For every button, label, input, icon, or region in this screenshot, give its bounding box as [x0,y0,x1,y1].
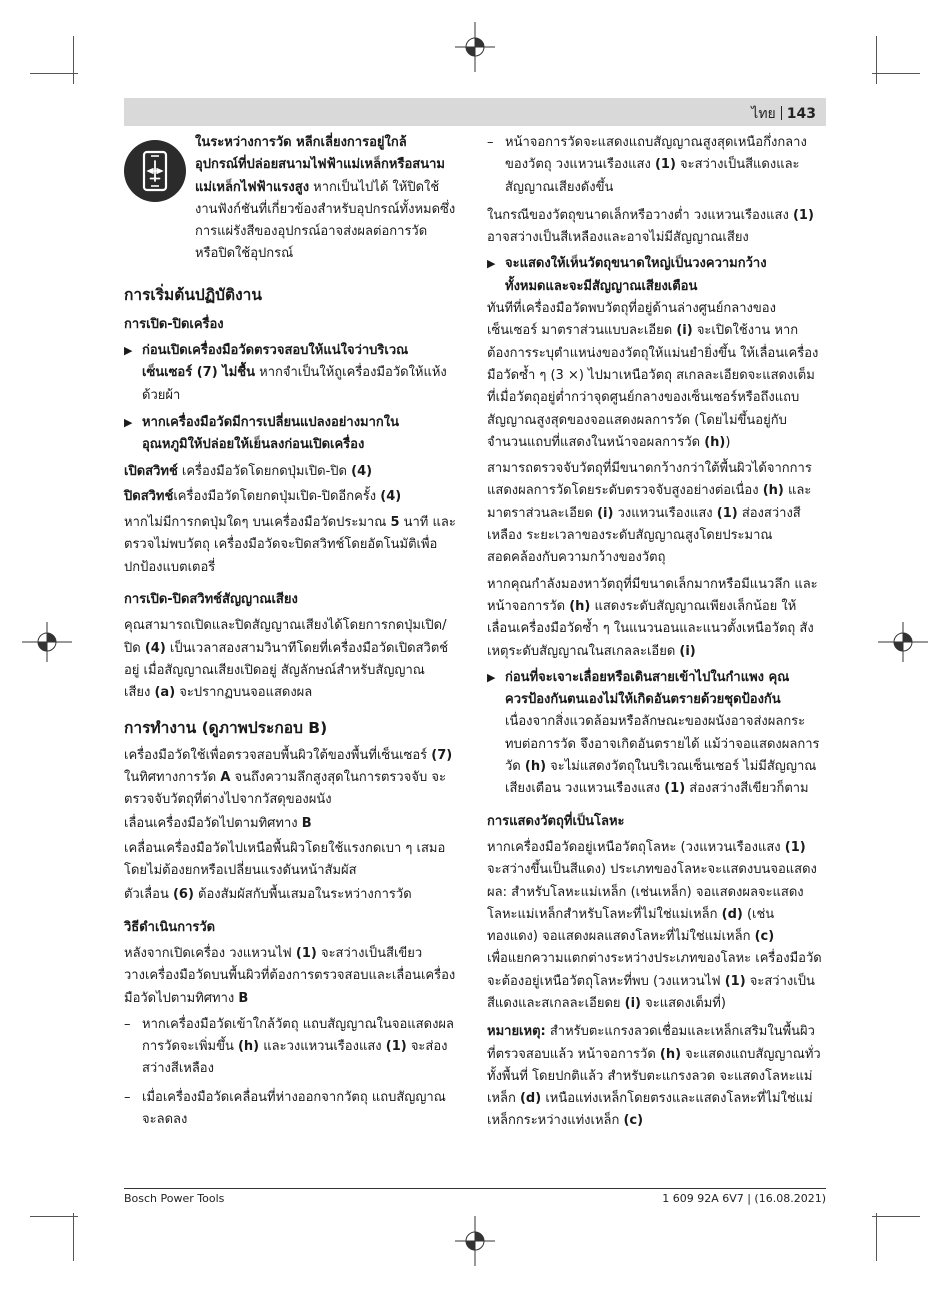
bullet-text: จะไม่แสดงวัตถุในบริเวณเซ็นเซอร์ ไม่มีสัญญาณ [546,759,817,775]
body-text: เครื่องมือวัดโดยกดปุ่มเปิด-ปิด [177,463,352,479]
ref: (1) [792,207,814,223]
body-text: เหตุระดับสัญญาณในสเกลละเอียด [487,643,680,659]
bullet-text: เสียงเตือน วงแหวนเรืองแสง [505,781,665,797]
body-text: หากคุณกำลังมองหาวัตถุที่มีขนาดเล็กมากหรือมีแนวลึก และ [487,576,818,592]
body-text: จะแสดงแถบสัญญาณทั่ว [681,1046,821,1062]
crop-mark [876,36,877,84]
dash-bullet: – [124,1016,131,1032]
ref: (6) [172,887,194,903]
body-text: จะแสดงเต็มที่) [641,995,726,1011]
subheading-on-off: การเปิด-ปิดเครื่อง [124,316,224,332]
body-text: จะปรากฏบนจอแสดงผล [175,685,313,701]
body-text: ในกรณีของวัตถุขนาดเล็กหรือวางต่ำ วงแหวนเรืองแสง [487,207,793,223]
body-text: วงแหวนเรืองแสง [613,505,717,521]
body-text: เหลือง ระยะเวลาของระดับสัญญาณสูงโดยประมาณ [487,528,773,544]
subheading-metal: การแสดงวัตถุที่เป็นโลหะ [487,813,625,829]
body-text: โลหะแม่เหล็กสำหรับโลหะที่ไม่ใช่แม่เหล็ก [487,906,722,922]
bullet-item [487,253,827,298]
body-text: ตรวจไม่พบวัตถุ เครื่องมือวัดจะปิดสวิทช์โดยอัตโนมัติเพื่อ [124,537,438,553]
ref: (i) [676,323,693,339]
body-text: นาที และ [399,515,456,531]
body-text: เป็นเวลาสองสามวินาทีโดยที่เครื่องมือวัดเปิดสวิตช์ [165,640,449,656]
bullet-text: หากเครื่องมือวัดมีการเปลี่ยนแปลงอย่างมากใน [142,414,400,430]
bullet-text: ก่อนเปิดเครื่องมือวัดตรวจสอบให้แน่ใจว่าบริเวณ [142,343,409,359]
ref: (h) [762,483,784,499]
ref: (d) [721,906,743,922]
dash-item [487,132,827,199]
body-text: จะส่อง [406,1039,448,1055]
body-text: การวัดจะเพิ่มขึ้น [142,1039,238,1055]
footer-divider [124,1188,826,1189]
body-text: อาจสว่างเป็นสีเหลืองและอาจไม่มีสัญญาณเสียง [487,230,749,246]
ref: (4) [351,463,373,479]
header-language: ไทย [751,106,776,122]
body-text: (เช่น [742,906,775,922]
ref: (h) [569,598,591,614]
body-text: โดยไม่ต้องยกหรือเปลี่ยนแรงดันหน้าสัมผัส [124,863,357,879]
bullet-item [487,667,827,801]
ref: (i) [624,995,641,1011]
page-number: 143 [786,106,816,122]
body-text: จนถึงความลึกสูงสุดในการตรวจจับ จะ [230,769,446,785]
subheading-method: วิธีดำเนินการวัด [124,919,216,935]
bullet-text: ส่องสว่างสีเขียวก็ตาม [685,781,809,797]
body-text: เพื่อแยกความแตกต่างระหว่างประเภทของโลหะ เครื่องมือวัด [487,951,822,967]
body-text: หน้าจอการวัด [487,598,570,614]
bullet-text: อุณหภูมิให้ปล่อยให้เย็นลงก่อนเปิดเครื่อง [142,437,365,453]
crop-mark [30,1216,78,1217]
crop-mark [30,73,78,74]
left-column [124,132,460,1131]
body-text: ต้องการระบุตำแหน่งของวัตถุให้แม่นยำยิ่งขึ้น ให้เลื่อนเครื่อง [487,345,819,361]
registration-mark-right [878,622,928,662]
body-text: ที่เมื่อวัตถุอยู่ต่ำกว่าจุดศูนย์กลางของเซ็นเซอร์หรือถึงแถบ [487,390,800,406]
dash-bullet: – [487,135,494,150]
bullet-text: ทั้งหมดและจะมีสัญญาณเสียงเตือน [505,278,698,294]
body-text: ทองแดง) จอแสดงผลแสดงโลหะที่ไม่ใช่แม่เหล็ก [487,929,755,945]
body-text: จะสว่างขึ้นเป็นสีแดง) ประเภทของโลหะจะแสดงบนจอแสดง [487,862,817,878]
wide-object-paragraph [487,458,827,569]
body-text: เครื่องมือวัดใช้เพื่อตรวจสอบพื้นผิวใต้ของพื้นที่เซ็นเซอร์ [124,747,432,763]
ref: (1) [664,781,686,797]
body-text: หากเครื่องมือวัดเข้าใกล้วัตถุ แถบสัญญาณในจอแสดงผล [142,1016,454,1032]
page-header [124,98,826,126]
ref: (i) [597,505,614,521]
bullet-text: หากจำเป็นให้ถูเครื่องมือวัดให้แห้ง [255,365,447,381]
ref: (a) [154,685,176,701]
header-text [751,103,816,125]
ref: B [301,816,312,832]
body-text: เลื่อนเครื่องมือวัดซ้ำ ๆ ในแนวนอนและแนวตั้งเหนือวัตถุ สัง [487,621,814,637]
arrow-bullet-icon: ▶ [487,257,496,271]
body-text: ต้องสัมผัสกับพื้นเสมอในระหว่างการวัด [193,887,412,903]
switch-off-label: ปิดสวิทช์ [124,488,174,504]
small-object-paragraph [487,205,827,250]
crop-mark [872,1216,920,1217]
body-text: สอดคล้องกับความกว้างของวัตถุ [487,550,666,566]
body-text: จะเปิดใช้งาน หาก [692,323,799,339]
bullet-text: เซ็นเซอร์ (7) ไม่ชื้น [142,365,256,381]
body-text: ทันทีที่เครื่องมือวัดพบวัตถุที่อยู่ด้านล่างศูนย์กลางของ [487,301,776,317]
body-text: ผล: สำหรับโลหะแม่เหล็ก (เช่นเหล็ก) จอแสดงผลจะแสดง [487,884,804,900]
body-text: หน้าจอการวัดจะแสดงแถบสัญญาณสูงสุดเหนือกึ่งกลาง [505,135,807,150]
body-text: จะสว่างเป็นสีเขียว [316,945,423,961]
ref: (4) [380,488,402,504]
crop-mark [73,1213,74,1261]
body-text: เซ็นเซอร์ มาตราส่วนแบบละเอียด [487,323,677,339]
body-text: เหล็ก [487,1091,520,1107]
body-text: สามารถตรวจจับวัตถุที่มีขนาดกว้างกว่าใต้พื้นผิวได้จากการ [487,461,812,477]
body-text: สีแดงและสเกลละเอียดย [487,995,625,1011]
dash-item [124,1087,460,1132]
body-text: เสียง [124,685,155,701]
seek-paragraph [487,574,827,663]
ref: B [238,990,249,1006]
sound-paragraph [124,615,460,704]
body-text: มือวัดซ้ำ ๆ (3 ×) ไปมาเหนือวัตถุ สเกลละเอียดจะแสดงเต็ม [487,367,815,383]
body-text: ตัวเลื่อน [124,887,173,903]
ref: (i) [679,643,696,659]
body-text: หากเครื่องมือวัดอยู่เหนือวัตถุโลหะ (วงแหวนเรืองแสง [487,839,785,855]
body-text: สัญญาณสูงสุดของจอแสดงผลการวัด (โดยไม่ขึ้นอยู่กับ [487,412,787,428]
ref: (d) [519,1091,542,1107]
below-center-paragraph [487,298,827,454]
header-separator [781,106,782,120]
body-text: มาตราส่วนละเอียด [487,505,598,521]
metal-paragraph [487,837,827,1015]
section-heading-work: การทำงาน (ดูภาพประกอบ B) [124,718,328,737]
body-text: ) [725,434,731,450]
bullet-text: เนื่องจากสิ่งแวดล้อมหรือลักษณะของผนังอาจส่งผลกระ [505,714,806,730]
footer-brand: Bosch Power Tools [124,1192,225,1205]
note-paragraph [487,1021,827,1132]
ref: (1) [654,157,676,173]
warning-text: การแผ่รังสีของอุปกรณ์อาจส่งผลต่อการวัด [195,224,428,240]
warning-text: หากเป็นไปได้ ให้ปิดใช้ [309,179,440,195]
ref: (c) [754,929,775,945]
body-text: เหนือแท่งเหล็กโดยตรงและแสดงโลหะที่ไม่ใช่แม่ [541,1091,813,1107]
body-text: แสดงระดับสัญญาณเพียงเล็กน้อย ให้ [590,598,797,614]
ref: (h) [659,1046,682,1062]
body-text: มือวัดไปตามทิศทาง [124,990,239,1006]
switch-on-label: เปิดสวิทช์ [124,463,178,479]
bullet-text: ด้วยผ้า [142,387,181,403]
registration-mark-left [22,622,72,662]
warning-block [124,132,460,266]
body-text: หากไม่มีการกดปุ่มใดๆ บนเครื่องมือวัดประมาณ [124,515,391,531]
subheading-sound: การเปิด-ปิดสวิทช์สัญญาณเสียง [124,592,298,608]
body-text: แสดงผลการวัดโดยระดับตรวจจับสูงอย่างต่อเนื่อง [487,483,763,499]
ref: (h) [524,759,547,775]
arrow-bullet-icon: ▶ [124,344,133,358]
warning-text: ในระหว่างการวัด หลีกเลี่ยงการอยู่ใกล้ [195,135,407,150]
ref: (1) [295,945,317,961]
body-text: จำนวนแถบที่แสดงในหน้าจอผลการวัด [487,434,705,450]
body-text: เคลื่อนเครื่องมือวัดไปเหนือพื้นผิวโดยใช้แรงกดเบา ๆ เสมอ [124,840,446,856]
crop-mark [872,73,920,74]
warning-text: หรือปิดใช้อุปกรณ์ [195,246,294,262]
body-text: วางเครื่องมือวัดบนพื้นผิวที่ต้องการตรวจสอบและเลื่อนเครื่อง [124,968,456,984]
ref: (c) [623,1113,644,1129]
registration-mark-top [455,22,495,72]
crop-mark [876,1213,877,1261]
warning-text: งานฟังก์ชันที่เกี่ยวข้องสำหรับอุปกรณ์ทั้งหมดซึ่ง [195,201,456,217]
note-label: หมายเหตุ: [487,1024,546,1040]
bullet-item [124,340,460,407]
bullet-text: ทบต่อการวัด จึงอาจเกิดอันตรายได้ แม้ว่าจอแสดงผลการ [505,736,820,752]
footer-doc-id: 1 609 92A 6V7 | (16.08.2021) [662,1192,826,1205]
work-paragraph [124,838,460,883]
bullet-text: จะแสดงให้เห็นวัตถุขนาดใหญ่เป็นวงความกว้าง [505,256,767,272]
body-text: และวงแหวนเรืองแสง [259,1039,386,1055]
ref: (h) [237,1039,260,1055]
ref: (1) [784,839,806,855]
method-paragraph [124,943,460,1010]
body-text: คุณสามารถเปิดและปิดสัญญาณเสียงได้โดยการกดปุ่มเปิด/ [124,618,447,634]
ref: (1) [724,973,746,989]
body-text: เครื่องมือวัดโดยกดปุ่มเปิด-ปิดอีกครั้ง [173,488,381,504]
body-text: เมื่อเครื่องมือวัดเคลื่อนที่ห่างออกจากวัตถุ แถบสัญญาณ [142,1089,446,1105]
body-text: ในทิศทางการวัด [124,769,221,785]
bullet-text: ก่อนที่จะเจาะเลื่อยหรือเดินสายเข้าไปในกำแพง คุณ [505,669,790,685]
body-text: ที่ตรวจสอบแล้ว หน้าจอการวัด [487,1046,660,1062]
body-text: สัญญาณเสียงดังขึ้น [505,179,614,195]
body-text: จะสว่างเป็น [745,973,815,989]
dash-item [124,1014,460,1081]
body-text: อยู่ เมื่อสัญญาณเสียงเปิดอยู่ สัญลักษณ์สำหรับสัญญาณ [124,662,425,678]
ref: (1) [385,1039,407,1055]
ref: (7) [431,747,453,763]
body-text: ปกป้องแบตเตอรี่ [124,559,216,575]
bullet-text: วัด [505,759,525,775]
work-paragraph [124,745,460,812]
ref: A [220,769,231,785]
body-text: จะลดลง [142,1111,188,1127]
body-text: สำหรับตะแกรงลวดเชื่อมและเหล็กเสริมในพื้นผิว [545,1024,815,1040]
crop-mark [73,36,74,84]
body-text: จะสว่างเป็นสีแดงและ [675,157,800,173]
body-text: จะต้องอยู่เหนือวัตถุโลหะที่พบ (วงแหวนไฟ [487,973,725,989]
dash-bullet: – [124,1089,131,1105]
body-text: และ [783,483,812,499]
warning-text: แม่เหล็กไฟฟ้าแรงสูง [195,179,310,195]
arrow-bullet-icon: ▶ [124,415,133,429]
ref: (h) [704,434,726,450]
ref: (1) [716,505,738,521]
warning-text: อุปกรณ์ที่ปล่อยสนามไฟฟ้าแม่เหล็กหรือสนาม [195,157,445,173]
body-text: เหล็กกระหว่างแท่งเหล็ก [487,1113,624,1129]
section-heading-start: การเริ่มต้นปฏิบัติงาน [124,285,262,304]
body-text: ส่องสว่างสี [737,505,801,521]
body-text: หลังจากเปิดเครื่อง วงแหวนไฟ [124,945,296,961]
arrow-bullet-icon: ▶ [487,670,496,684]
bullet-item [124,412,460,457]
ref: 5 [390,515,400,531]
body-text: ปิด [124,640,145,656]
right-column [487,132,827,1133]
bullet-text: ควรป้องกันตนเองไม่ให้เกิดอันตรายด้วยชุดป้องกัน [505,692,781,708]
body-text: ทั้งพื้นที่ โดยปกติแล้ว สำหรับตะแกรงลวด จะแสดงโลหะแม่ [487,1068,813,1084]
body-text: เลื่อนเครื่องมือวัดไปตามทิศทาง [124,816,302,832]
ref: (4) [144,640,166,656]
body-text: ตรวจจับวัตถุที่ต่างไปจากวัสดุของผนัง [124,792,332,808]
auto-off-paragraph [124,512,460,579]
body-text: ของวัตถุ วงแหวนเรืองแสง [505,157,655,173]
body-text: สว่างสีเหลือง [142,1061,214,1077]
registration-mark-bottom [455,1216,495,1266]
